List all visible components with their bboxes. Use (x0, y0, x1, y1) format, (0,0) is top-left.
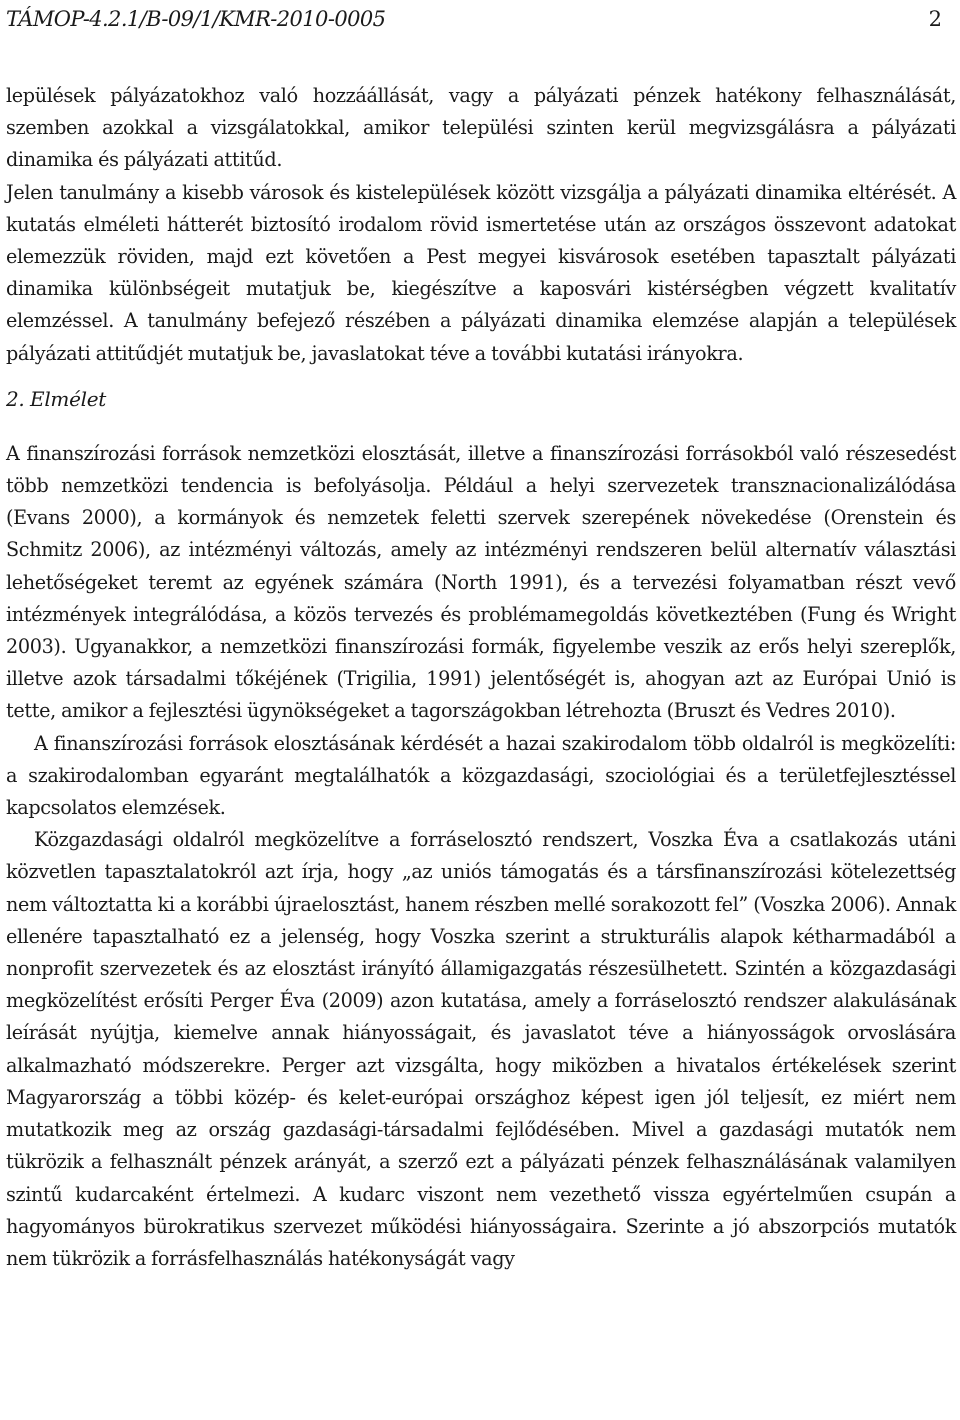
intro-paragraph-2: Jelen tanulmány a kisebb városok és kistelepülések között vizsgálja a pályázati dinamika eltérését. A kutatás elméleti hátterét biztosító irodalom rövid ismertetése után az országos összevont adatokat elemezzük röviden, majd ezt követően a Pest megyei kisvárosok esetében tapasztalt pályázati dinamika különbségeit mutatjuk be, kiegészítve a kaposvári kistérségben végzett kvalitatív elemzéssel. A tanulmány befejező részében a pályázati dinamika elemzése alapján a települések pályázati attitűdjét mutatjuk be, javaslatokat téve a további kutatási irányokra. (6, 180, 956, 365)
section-paragraph-1: A finanszírozási források nemzetközi elosztását, illetve a finanszírozási forrásokból való részesedést több nemzetközi tendencia is befolyásolja. Például a helyi szervezetek transznacionalizálódása (Evans 2000), a kormányok és nemzetek feletti szervek szerepének növekedése (Orenstein és Schmitz 2006), az intézményi változás, amely az intézményi rendszeren belül alternatív választási lehetőségeket teremt az egyének számára (North 1991), és a tervezési folyamatban részt vevő intézmények integrálódása, a közös tervezés és problémamegoldás következtében (Fung és Wright 2003). Ugyanakkor, a nemzetközi finanszírozási formák, figyelembe veszik az erős helyi szereplők, illetve azok társadalmi tőkéjének (Trigilia, 1991) jelentőségét is, ahogyan azt az Európai Unió is tette, amikor a fejlesztési ügynökségeket a tagországokban létrehozta (Bruszt és Vedres 2010). (6, 441, 956, 723)
project-code: TÁMOP-4.2.1/B-09/1/KMR-2010-0005 (6, 7, 386, 31)
body-text (6, 80, 956, 1275)
page-number: 2 (928, 7, 942, 31)
running-header (6, 2, 946, 36)
section-paragraph-2: A finanszírozási források elosztásának kérdését a hazai szakirodalom több oldalról is megközelíti: a szakirodalomban egyaránt megtalálhatók a közgazdasági, szociológiai és a területfejlesztéssel kapcsolatos elemzések. (6, 731, 956, 820)
section-paragraph-3: Közgazdasági oldalról megközelítve a forráselosztó rendszert, Voszka Éva a csatlakozás utáni közvetlen tapasztalatokról azt írja, hogy „az uniós támogatás és a társfinanszírozási kötelezettség nem változtatta ki a korábbi újraelosztást, hanem részben mellé sorakozott fel” (Voszka 2006). Annak ellenére tapasztalható ez a jelenség, hogy Voszka szerint a strukturális alapok kétharmadából a nonprofit szervezetek és az elosztást irányító államigazgatás részesülhetett. Szintén a közgazdasági megközelítést erősíti Perger Éva (2009) azon kutatása, amely a forráselosztó rendszer alakulásának leírását nyújtja, kiemelve annak hiányosságait, és javaslatot téve a hiányosságok orvoslására alkalmazható módszerekre. Perger azt vizsgálta, hogy miközben a hivatalos értékelések szerint Magyarország a többi közép- és kelet-európai országhoz képest igen jól teljesít, ez miért nem mutatkozik meg az ország gazdasági-társadalmi fejlődésében. Mivel a gazdasági mutatók nem tükrözik a felhasznált pénzek arányát, a szerző ezt a pályázati pénzek felhasználásának valamilyen szintű kudarcaként értelmezi. A kudarc viszont nem vezethető vissza egyértelműen csupán a hagyományos bürokratikus szervezet működési hiányosságaira. Szerinte a jó abszorpciós mutatók nem tükrözik a forrásfelhasználás hatékonyságát vagy (6, 828, 956, 1270)
section-heading: 2. Elmélet (6, 386, 107, 411)
intro-paragraph-1: lepülések pályázatokhoz való hozzáállását, vagy a pályázati pénzek hatékony felhasználását, szemben azokkal a vizsgálatokkal, amikor települési szinten kerül megvizsgálásra a pályázati dinamika és pályázati attitűd. (6, 84, 956, 172)
